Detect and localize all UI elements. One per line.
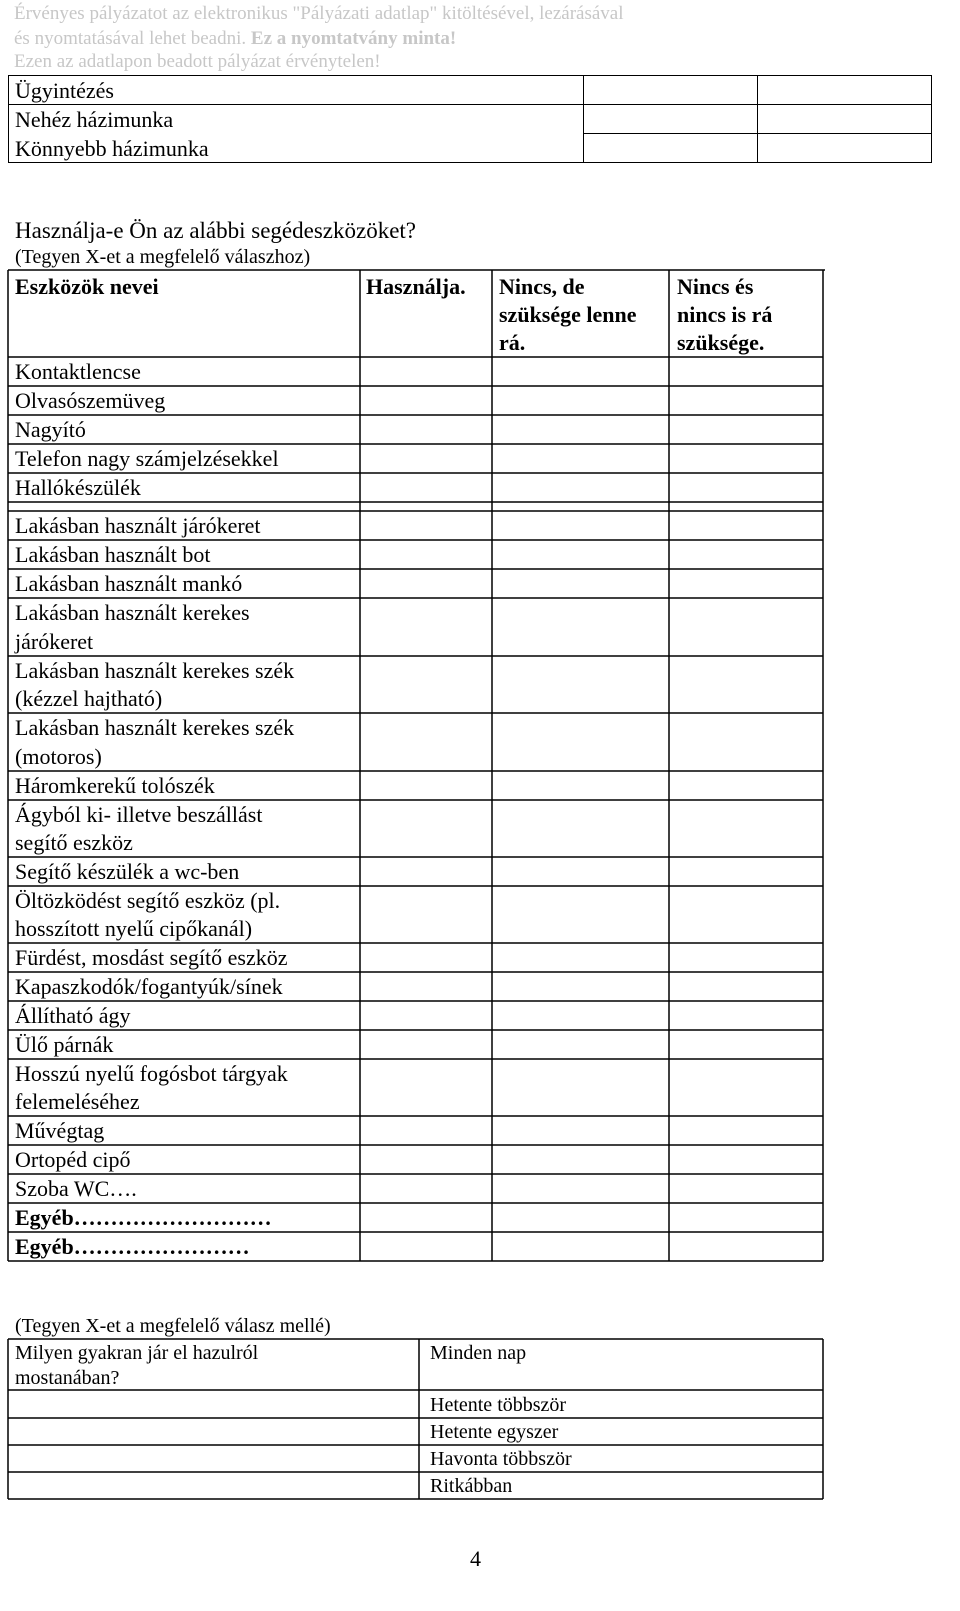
aid-item: Telefon nagy számjelzésekkel <box>15 446 279 471</box>
watermark-line-2a: és nyomtatásával lehet beadni. <box>14 28 251 49</box>
watermark-line-3: Ezen az adatlapon beadott pályázat érvénytelen! <box>14 51 381 72</box>
aid-item: Hosszú nyelű fogósbot tárgyak <box>15 1061 288 1086</box>
header-tool-name: Eszközök nevei <box>15 274 159 299</box>
aid-item: Állítható ágy <box>15 1003 131 1028</box>
aid-item: Hallókészülék <box>15 475 141 500</box>
aid-item: Ülő párnák <box>15 1032 114 1057</box>
header-needs-line-3: rá. <box>499 330 526 355</box>
aids-question: Használja-e Ön az alábbi segédeszközöket? <box>15 218 417 243</box>
outing-option: Ritkábban <box>430 1475 513 1497</box>
header-uses: Használja. <box>366 274 466 299</box>
aid-item: Kapaszkodók/fogantyúk/sínek <box>15 974 283 999</box>
outing-option: Havonta többször <box>430 1448 572 1470</box>
aid-item: Segítő készülék a wc-ben <box>15 859 240 884</box>
aid-item: hosszított nyelű cipőkanál) <box>15 916 253 941</box>
watermark-line-1: Érvényes pályázatot az elektronikus "Pályázati adatlap" kitöltésével, lezárásával <box>14 3 624 24</box>
aid-item: Nagyító <box>15 417 86 442</box>
aid-item: Lakásban használt járókeret <box>15 513 261 538</box>
aid-item: járókeret <box>15 629 94 654</box>
page-number: 4 <box>470 1546 481 1571</box>
aid-item: Kontaktlencse <box>15 359 141 384</box>
aid-item: Művégtag <box>15 1118 105 1143</box>
aid-item: Fürdést, mosdást segítő eszköz <box>15 945 288 970</box>
header-no-need-line-1: Nincs és <box>677 274 754 299</box>
aid-item: (motoros) <box>15 744 102 769</box>
aid-item: Szoba WC…. <box>15 1176 137 1201</box>
aid-item: (kézzel hajtható) <box>15 686 163 711</box>
outing-question-line-1: Milyen gyakran jár el hazulról <box>15 1342 259 1364</box>
outing-option: Hetente egyszer <box>430 1421 559 1443</box>
outing-option: Minden nap <box>430 1342 527 1364</box>
header-no-need-line-2: nincs is rá <box>677 302 773 327</box>
outing-question-line-2: mostanában? <box>15 1367 120 1389</box>
watermark-line-2b: Ez a nyomtatvány minta! <box>250 28 457 49</box>
aid-item: Háromkerekű tolószék <box>15 773 215 798</box>
aid-item: Lakásban használt kerekes szék <box>15 715 295 740</box>
header-needs-line-1: Nincs, de <box>499 274 585 299</box>
aid-item: Öltözködést segítő eszköz (pl. <box>15 888 281 913</box>
top-row-3: Könnyebb házimunka <box>15 136 209 161</box>
header-needs-line-2: szüksége lenne <box>499 302 637 327</box>
aid-item: Lakásban használt bot <box>15 542 211 567</box>
aid-item: Ortopéd cipő <box>15 1147 131 1172</box>
aid-item-other: Egyéb……………………… <box>15 1205 272 1230</box>
aid-item: Olvasószemüveg <box>15 388 166 413</box>
aids-instruction: (Tegyen X-et a megfelelő válaszhoz) <box>15 246 311 268</box>
aid-item: Lakásban használt kerekes szék <box>15 658 295 683</box>
top-row-2: Nehéz házimunka <box>15 107 174 132</box>
aid-item: Lakásban használt mankó <box>15 571 243 596</box>
aid-item: Ágyból ki- illetve beszállást <box>15 802 263 827</box>
aid-item: Lakásban használt kerekes <box>15 600 250 625</box>
aid-item: segítő eszköz <box>15 830 133 855</box>
outing-option: Hetente többször <box>430 1394 567 1416</box>
aid-item: felemeléséhez <box>15 1089 140 1114</box>
header-no-need-line-3: szüksége. <box>677 330 765 355</box>
top-row-1: Ügyintézés <box>15 78 114 103</box>
outing-instruction: (Tegyen X-et a megfelelő válasz mellé) <box>15 1315 331 1337</box>
aid-item-other: Egyéb…………………… <box>15 1234 250 1259</box>
